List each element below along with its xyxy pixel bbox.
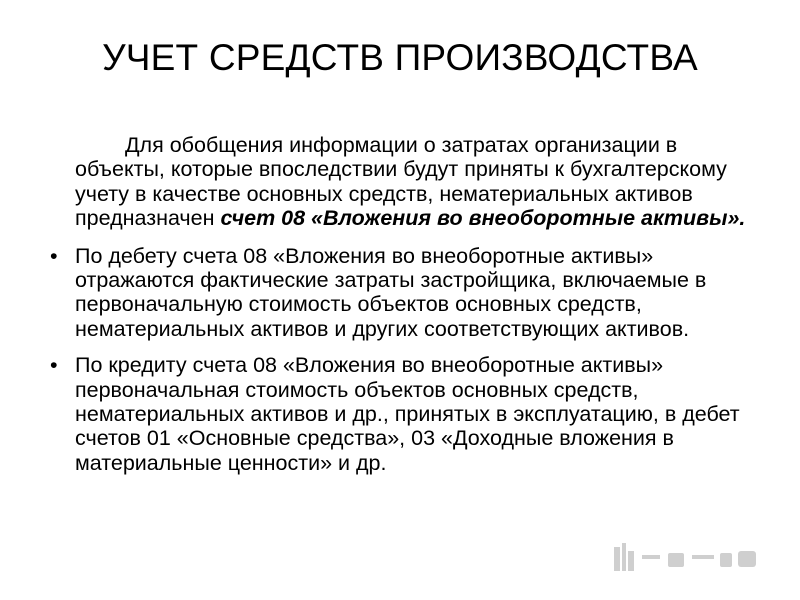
- intro-emphasis: счет 08 «Вложения во внеоборотные активы».: [220, 206, 746, 231]
- bullet-marker: •: [50, 243, 58, 268]
- slide-title: УЧЕТ СРЕДСТВ ПРОИЗВОДСТВА: [102, 37, 698, 78]
- bullet-item-credit: [50, 353, 772, 475]
- bullet-text: По кредиту счета 08 «Вложения во внеоборотные активы» первоначальная стоимость объектов основных средств, нематериальных активов и др., принятых в эксплуатацию, в дебет счетов 01 «Основные средства», 03 «Доходные вложения в материальные ценности» и др.: [75, 353, 740, 475]
- slide-content: [50, 133, 772, 487]
- intro-text: Для обобщения информации о затратах организации в объекты, которые впоследствии будут приняты к бухгалтерскому учету в качестве основных средств, нематериальных активов предназначен: [75, 133, 727, 231]
- bullet-marker: •: [50, 353, 58, 378]
- bullet-item-debit: [50, 244, 772, 342]
- watermark-logo-icon: [612, 541, 762, 575]
- bullet-text: По дебету счета 08 «Вложения во внеоборотные активы» отражаются фактические затраты застройщика, включаемые в первоначальную стоимость объектов основных средств, нематериальных активов и других соответствующих активов.: [75, 243, 707, 341]
- intro-paragraph: [75, 133, 772, 231]
